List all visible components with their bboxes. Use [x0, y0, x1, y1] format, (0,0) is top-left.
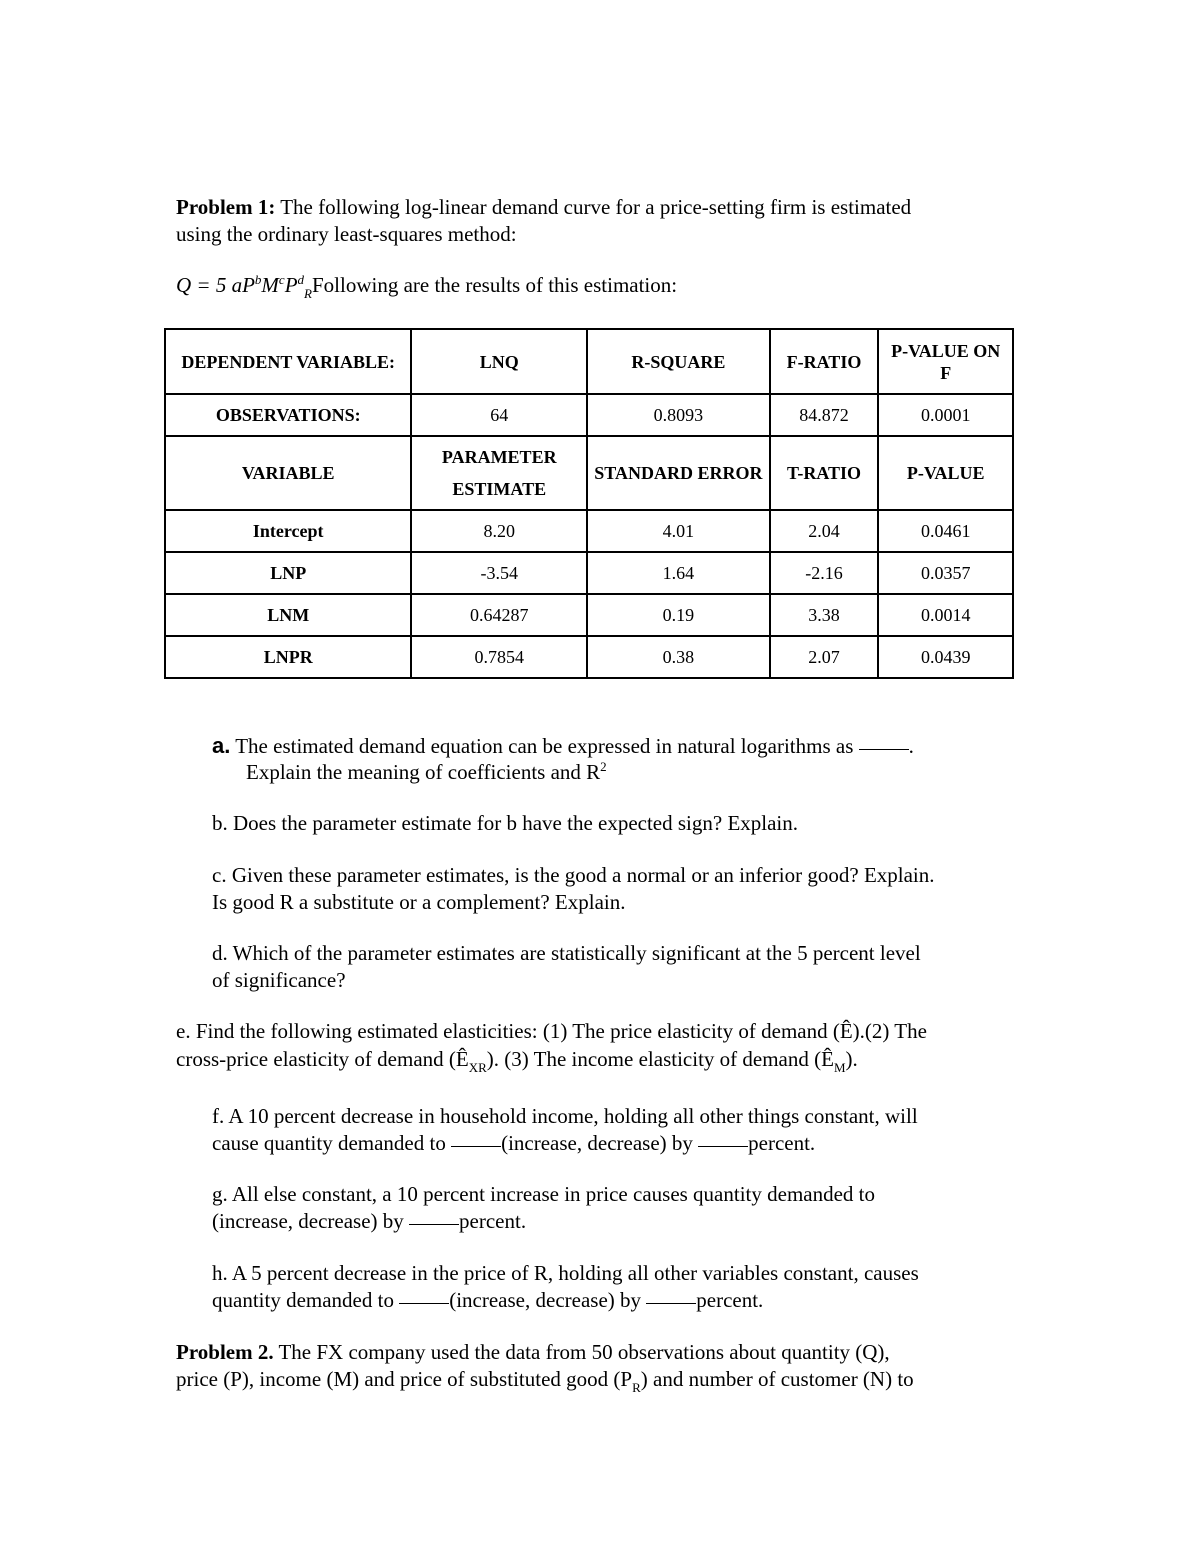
question-e-line2: cross-price elasticity of demand $(Ê_{XR})$. (3) The income elasticity of demand $(Ê_M)$.	[176, 1047, 858, 1075]
question-a-line1: a. The estimated demand equation can be expressed in natural logarithms as .	[212, 733, 914, 758]
table-cell: 0.7854	[411, 636, 587, 678]
question-h-line1: h. A 5 percent decrease in the price of R, holding all other variables constant, causes	[212, 1261, 919, 1285]
table-cell: 84.872	[770, 394, 879, 436]
table-cell: 0.0461	[878, 510, 1013, 552]
table-cell: F-RATIO	[770, 329, 879, 394]
question-d-line1: d. Which of the parameter estimates are statistically significant at the 5 percent level	[212, 941, 921, 965]
problem2-line1: Problem 2. The FX company used the data from 50 observations about quantity (Q),	[176, 1340, 890, 1364]
table-row	[165, 552, 1013, 594]
table-cell: 2.07	[770, 636, 879, 678]
table-cell: 0.19	[587, 594, 770, 636]
answer-blank	[859, 749, 909, 750]
table-cell: Intercept	[165, 510, 411, 552]
table-cell: PARAMETER ESTIMATE	[411, 436, 587, 510]
table-row	[165, 636, 1013, 678]
question-h-line2: quantity demanded to (increase, decrease) by percent.	[212, 1288, 764, 1312]
question-c-line2: Is good R a substitute or a complement? Explain.	[212, 890, 626, 914]
answer-blank	[399, 1303, 449, 1304]
table-cell: OBSERVATIONS:	[165, 394, 411, 436]
answer-blank	[409, 1224, 459, 1225]
table-cell: 64	[411, 394, 587, 436]
table-cell: 0.0014	[878, 594, 1013, 636]
table-column-header-row	[165, 436, 1013, 510]
answer-blank	[646, 1303, 696, 1304]
table-cell: R-SQUARE	[587, 329, 770, 394]
table-cell: 0.38	[587, 636, 770, 678]
table-cell: 3.38	[770, 594, 879, 636]
question-f-line2: cause quantity demanded to (increase, decrease) by percent.	[212, 1131, 816, 1155]
question-a-label: a.	[212, 733, 231, 758]
table-cell: P-VALUE	[878, 436, 1013, 510]
table-row	[165, 510, 1013, 552]
table-cell: 8.20	[411, 510, 587, 552]
table-cell: 4.01	[587, 510, 770, 552]
answer-blank	[698, 1146, 748, 1147]
table-cell: 0.8093	[587, 394, 770, 436]
table-cell: LNPR	[165, 636, 411, 678]
table-cell: LNP	[165, 552, 411, 594]
question-c-line1: c. Given these parameter estimates, is the good a normal or an inferior good? Explain.	[212, 863, 935, 887]
table-cell: T-RATIO	[770, 436, 879, 510]
table-cell: P-VALUE ON F	[878, 329, 1013, 394]
table-cell: -3.54	[411, 552, 587, 594]
table-cell: 0.0001	[878, 394, 1013, 436]
table-observations-row	[165, 394, 1013, 436]
table-cell: 0.64287	[411, 594, 587, 636]
question-g-line2: (increase, decrease) by percent.	[212, 1209, 527, 1233]
table-cell: 2.04	[770, 510, 879, 552]
question-f-line1: f. A 10 percent decrease in household income, holding all other things constant, will	[212, 1104, 918, 1128]
problem1-intro-line1: Problem 1: The following log-linear demand curve for a price-setting firm is estimated	[176, 195, 912, 219]
question-d-line2: of significance?	[212, 968, 346, 992]
regression-results-table	[164, 328, 1014, 679]
table-cell: 0.0357	[878, 552, 1013, 594]
table-cell: 0.0439	[878, 636, 1013, 678]
problem1-intro-line2: using the ordinary least-squares method:	[176, 222, 517, 246]
problem2-line2: price (P), income (M) and price of substituted good $(P_R)$ and number of customer (N) to	[176, 1367, 914, 1395]
table-cell: LNM	[165, 594, 411, 636]
answer-blank	[451, 1146, 501, 1147]
table-cell: STANDARD ERROR	[587, 436, 770, 510]
demand-equation: Q = 5 $aP^bM^cP^d_RFollowing$ are the results of this estimation:	[176, 272, 678, 301]
question-b: b. Does the parameter estimate for b have the expected sign? Explain.	[212, 811, 799, 835]
question-g-line1: g. All else constant, a 10 percent increase in price causes quantity demanded to	[212, 1182, 876, 1206]
table-cell: DEPENDENT VARIABLE:	[165, 329, 411, 394]
question-e-line1: e. Find the following estimated elasticities: (1) The price elasticity of demand (Ê).(2) The	[176, 1019, 927, 1043]
question-a-line2: Explain the meaning of coefficients and $R^2$	[246, 759, 607, 784]
table-row	[165, 594, 1013, 636]
table-header-row	[165, 329, 1013, 394]
table-cell: 1.64	[587, 552, 770, 594]
table-cell: -2.16	[770, 552, 879, 594]
equation-tail: Following are the results of this estimation:	[311, 273, 678, 297]
table-cell: LNQ	[411, 329, 587, 394]
problem2-label: Problem 2.	[176, 1340, 274, 1364]
table-cell: VARIABLE	[165, 436, 411, 510]
problem1-label: Problem 1:	[176, 195, 276, 219]
